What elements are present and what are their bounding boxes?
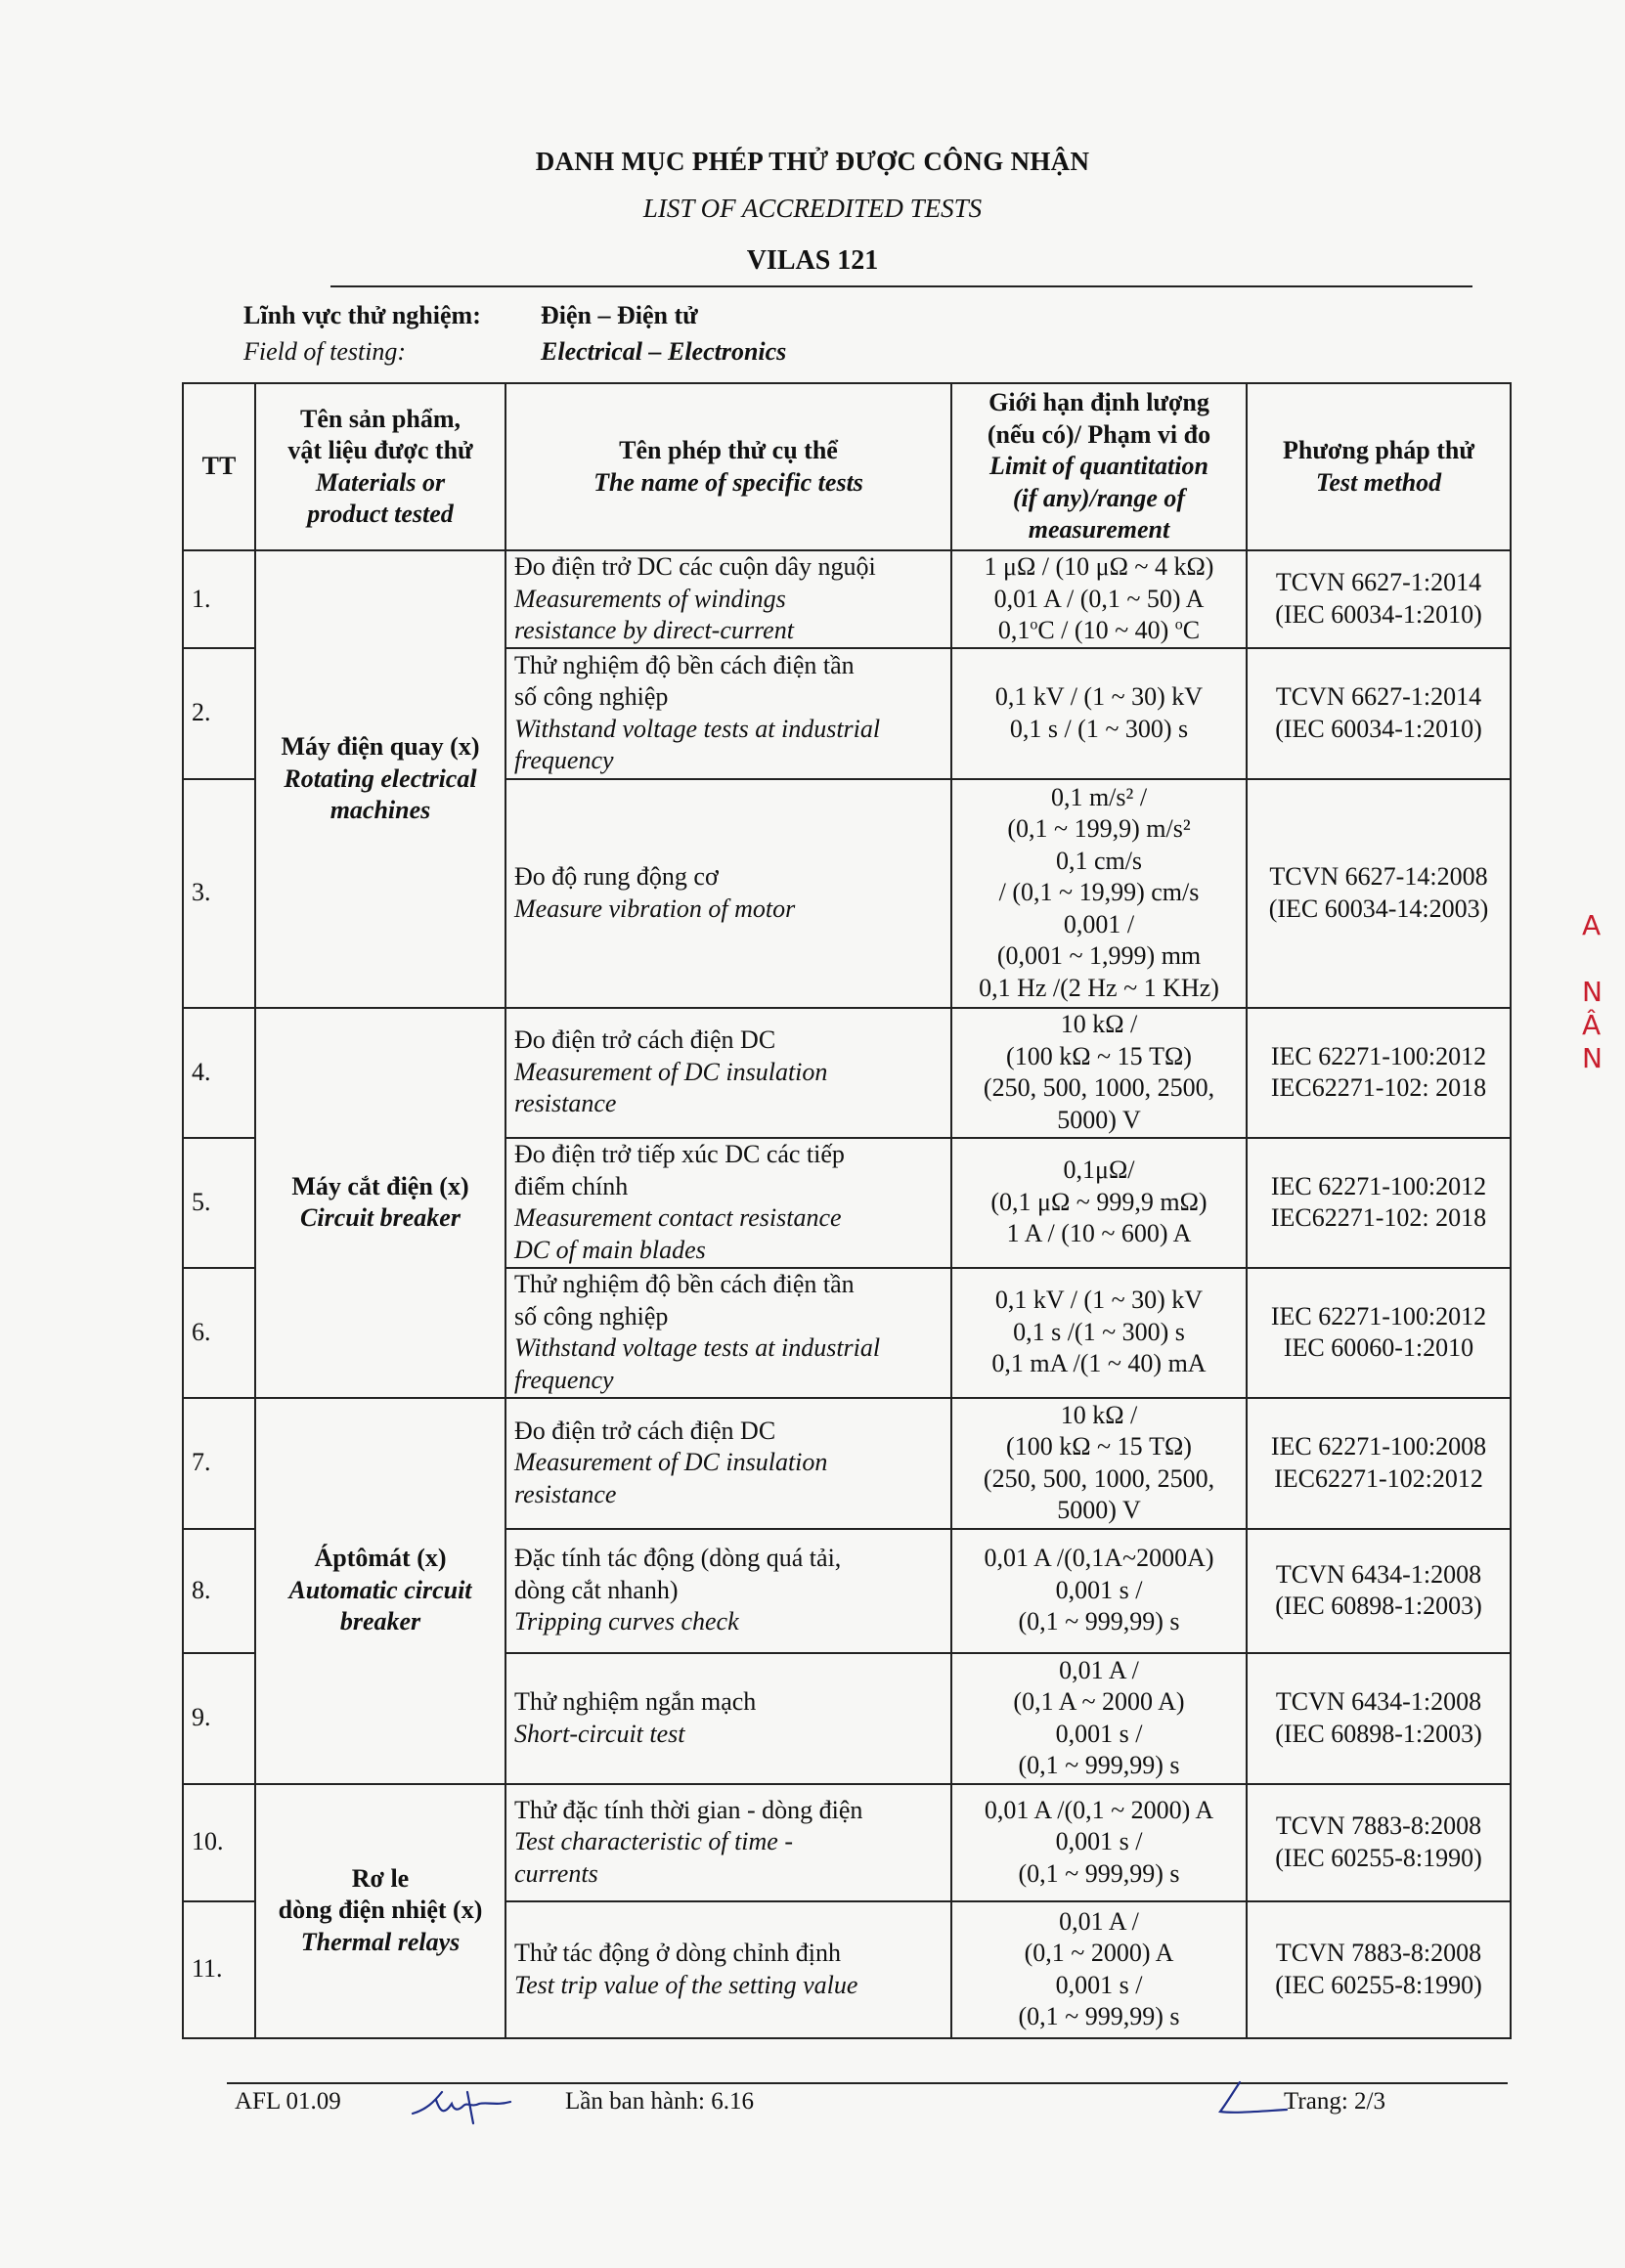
header-divider [330, 285, 1472, 287]
vilas-code: VILAS 121 [746, 245, 879, 276]
test-limit: 10 kΩ / (100 kΩ ~ 15 TΩ) (250, 500, 1000, 2500, 5000) V [951, 1398, 1247, 1529]
test-limit: 0,01 A /(0,1 ~ 2000) A 0,001 s / (0,1 ~ 999,99) s [951, 1784, 1247, 1901]
product-automatic-breaker: Áptômát (x) Automatic circuit breaker [255, 1398, 505, 1784]
table-row [183, 1398, 1511, 1529]
table-row [183, 1784, 1511, 1901]
test-method: TCVN 6627-1:2014 (IEC 60034-1:2010) [1247, 550, 1511, 648]
row-number: 10. [183, 1784, 255, 1901]
table-header-row [183, 383, 1511, 550]
signature-initials [409, 2080, 516, 2129]
row-number: 5. [183, 1138, 255, 1268]
page-subtitle: LIST OF ACCREDITED TESTS [642, 194, 983, 223]
col-header-tt: TT [183, 383, 255, 550]
test-name: Thử tác động ở dòng chỉnh định Test trip value of the setting value [505, 1901, 951, 2038]
row-number: 8. [183, 1529, 255, 1653]
test-limit: 0,01 A /(0,1A~2000A) 0,001 s / (0,1 ~ 999,99) s [951, 1529, 1247, 1653]
test-method: IEC 62271-100:2012 IEC62271-102: 2018 [1247, 1138, 1511, 1268]
test-name: Đo điện trở cách điện DC Measurement of DC insulation resistance [505, 1398, 951, 1529]
test-method: TCVN 6434-1:2008 (IEC 60898-1:2003) [1247, 1529, 1511, 1653]
test-method: TCVN 6627-14:2008 (IEC 60034-14:2003) [1247, 779, 1511, 1008]
row-number: 2. [183, 648, 255, 779]
form-code: AFL 01.09 [235, 2088, 341, 2115]
test-name: Đặc tính tác động (dòng quá tải, dòng cắt nhanh) Tripping curves check [505, 1529, 951, 1653]
col-header-limit: Giới hạn định lượng (nếu có)/ Phạm vi đo Limit of quantitation (if any)/range of measurement [951, 383, 1247, 550]
product-rotating-machines: Máy điện quay (x) Rotating electrical machines [255, 550, 505, 1008]
col-header-method: Phương pháp thử Test method [1247, 383, 1511, 550]
test-method: IEC 62271-100:2012 IEC 60060-1:2010 [1247, 1268, 1511, 1398]
product-circuit-breaker: Máy cắt điện (x) Circuit breaker [255, 1008, 505, 1398]
row-number: 1. [183, 550, 255, 648]
field-label-vn: Lĩnh vực thử nghiệm: [243, 301, 481, 329]
row-number: 4. [183, 1008, 255, 1138]
table-row [183, 550, 1511, 648]
test-method: TCVN 6627-1:2014 (IEC 60034-1:2010) [1247, 648, 1511, 779]
test-name: Thử nghiệm độ bền cách điện tần số công nghiệp Withstand voltage tests at industrial frequency [505, 648, 951, 779]
test-name: Đo độ rung động cơ Measure vibration of motor [505, 779, 951, 1008]
signature-mark [1212, 2076, 1291, 2119]
row-number: 7. [183, 1398, 255, 1529]
test-limit: 0,1 m/s² / (0,1 ~ 199,9) m/s² 0,1 cm/s / (0,1 ~ 19,99) cm/s 0,001 / (0,001 ~ 1,999) mm 0,1 Hz /(2 Hz ~ 1 KHz) [951, 779, 1247, 1008]
red-stamp-fragment: A N Â N [1582, 909, 1603, 1074]
test-limit: 10 kΩ / (100 kΩ ~ 15 TΩ) (250, 500, 1000, 2500, 5000) V [951, 1008, 1247, 1138]
field-label-en: Field of testing: [243, 337, 407, 366]
product-thermal-relays: Rơ le dòng điện nhiệt (x) Thermal relays [255, 1784, 505, 2038]
field-value-vn: Điện – Điện tử [541, 301, 698, 329]
test-limit: 0,1 kV / (1 ~ 30) kV 0,1 s / (1 ~ 300) s [951, 648, 1247, 779]
col-header-test: Tên phép thử cụ thể The name of specific tests [505, 383, 951, 550]
test-limit: 0,1 kV / (1 ~ 30) kV 0,1 s /(1 ~ 300) s 0,1 mA /(1 ~ 40) mA [951, 1268, 1247, 1398]
test-limit: 0,01 A / (0,1 ~ 2000) A 0,001 s / (0,1 ~ 999,99) s [951, 1901, 1247, 2038]
test-name: Thử nghiệm ngắn mạch Short-circuit test [505, 1653, 951, 1784]
row-number: 6. [183, 1268, 255, 1398]
accredited-tests-table [182, 382, 1512, 2039]
page-number: Trang: 2/3 [1284, 2088, 1385, 2115]
page-title: DANH MỤC PHÉP THỬ ĐƯỢC CÔNG NHẬN [535, 147, 1090, 176]
test-name: Đo điện trở cách điện DC Measurement of DC insulation resistance [505, 1008, 951, 1138]
test-name: Thử đặc tính thời gian - dòng điện Test characteristic of time - currents [505, 1784, 951, 1901]
test-method: TCVN 7883-8:2008 (IEC 60255-8:1990) [1247, 1784, 1511, 1901]
test-name: Đo điện trở DC các cuộn dây nguội Measurements of windings resistance by direct-current [505, 550, 951, 648]
test-method: IEC 62271-100:2012 IEC62271-102: 2018 [1247, 1008, 1511, 1138]
test-name: Đo điện trở tiếp xúc DC các tiếp điểm chính Measurement contact resistance DC of main blades [505, 1138, 951, 1268]
test-name: Thử nghiệm độ bền cách điện tần số công nghiệp Withstand voltage tests at industrial frequency [505, 1268, 951, 1398]
row-number: 11. [183, 1901, 255, 2038]
test-method: TCVN 6434-1:2008 (IEC 60898-1:2003) [1247, 1653, 1511, 1784]
test-limit: 1 μΩ / (10 μΩ ~ 4 kΩ) 0,01 A / (0,1 ~ 50) A 0,1$^o$C / (10 ~ 40) $^o$C [951, 550, 1247, 648]
test-limit: 0,01 A / (0,1 A ~ 2000 A) 0,001 s / (0,1 ~ 999,99) s [951, 1653, 1247, 1784]
edition-number: Lần ban hành: 6.16 [565, 2088, 755, 2115]
row-number: 3. [183, 779, 255, 1008]
row-number: 9. [183, 1653, 255, 1784]
field-value-en: Electrical – Electronics [541, 337, 787, 366]
test-method: IEC 62271-100:2008 IEC62271-102:2012 [1247, 1398, 1511, 1529]
test-method: TCVN 7883-8:2008 (IEC 60255-8:1990) [1247, 1901, 1511, 2038]
table-row [183, 1008, 1511, 1138]
col-header-product: Tên sản phẩm, vật liệu được thử Materials or product tested [255, 383, 505, 550]
test-limit: 0,1μΩ/ (0,1 μΩ ~ 999,9 mΩ) 1 A / (10 ~ 600) A [951, 1138, 1247, 1268]
